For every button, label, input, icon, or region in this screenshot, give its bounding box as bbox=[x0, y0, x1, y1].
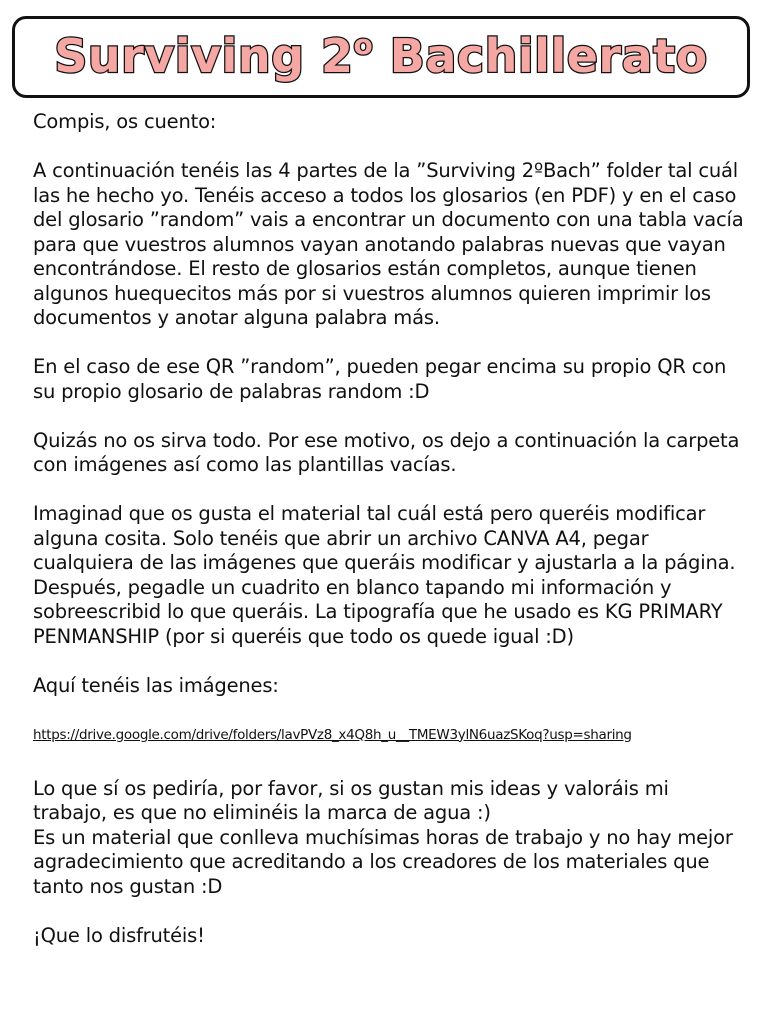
paragraph-canva: Imaginad que os gusta el material tal cuál está pero queréis modificar alguna cosita. Solo tenéis que abrir un archivo CANVA A4, pegar cualquiera de las imágenes que queráis modificar y ajustarla a la página. Después, pegadle un cuadrito en blanco tapando mi información y sobreescribid lo que queráis. La tipografía que he usado es KG PRIMARY PENMANSHIP (por si queréis que todo os quede igual :D) bbox=[33, 502, 736, 648]
title-banner bbox=[12, 16, 750, 98]
paragraph-credits: Es un material que conlleva muchísimas horas de trabajo y no hay mejor agradecimiento que acreditando a los creadores de los materiales que tanto nos gustan :D bbox=[33, 825, 733, 898]
paragraph-folder: Quizás no os sirva todo. Por ese motivo, os dejo a continuación la carpeta con imágenes así como las plantillas vacías. bbox=[33, 428, 740, 476]
title-end: Bachillerato bbox=[373, 29, 708, 83]
paragraph-images: Aquí tenéis las imágenes: bbox=[33, 673, 279, 697]
paragraph-watermark: Lo que sí os pediría, por favor, si os gustan mis ideas y valoráis mi trabajo, es que no eliminéis la marca de agua :) bbox=[33, 776, 669, 824]
title-main: Surviving 2 bbox=[54, 29, 354, 83]
paragraph-qr: En el caso de ese QR ”random”, pueden pegar encima su propio QR con su propio glosario de palabras random :D bbox=[33, 355, 727, 403]
title-superscript: o bbox=[353, 28, 374, 61]
document-body bbox=[33, 110, 745, 973]
link-line bbox=[33, 723, 745, 747]
closing: ¡Que lo disfrutéis! bbox=[33, 923, 205, 947]
greeting: Compis, os cuento: bbox=[33, 110, 217, 133]
paragraph-intro: A continuación tenéis las 4 partes de la ”Surviving 2ºBach” folder tal cuál las he hecho yo. Tenéis acceso a todos los glosarios (en PDF) y en el caso del glosario ”random” vais a encontrar un documento con una tabla vacía para que vuestros alumnos vayan anotando palabras nuevas que vayan encontrándose. El resto de glosarios están completos, aunque tienen algunos huequecitos más por si vuestros alumnos quieren imprimir los documentos y anotar alguna palabra más. bbox=[33, 159, 744, 329]
page-title bbox=[54, 28, 708, 83]
drive-link[interactable]: https://drive.google.com/drive/folders/lavPVz8_x4Q8h_u__TMEW3ylN6uazSKoq?usp=sharing bbox=[33, 726, 632, 743]
